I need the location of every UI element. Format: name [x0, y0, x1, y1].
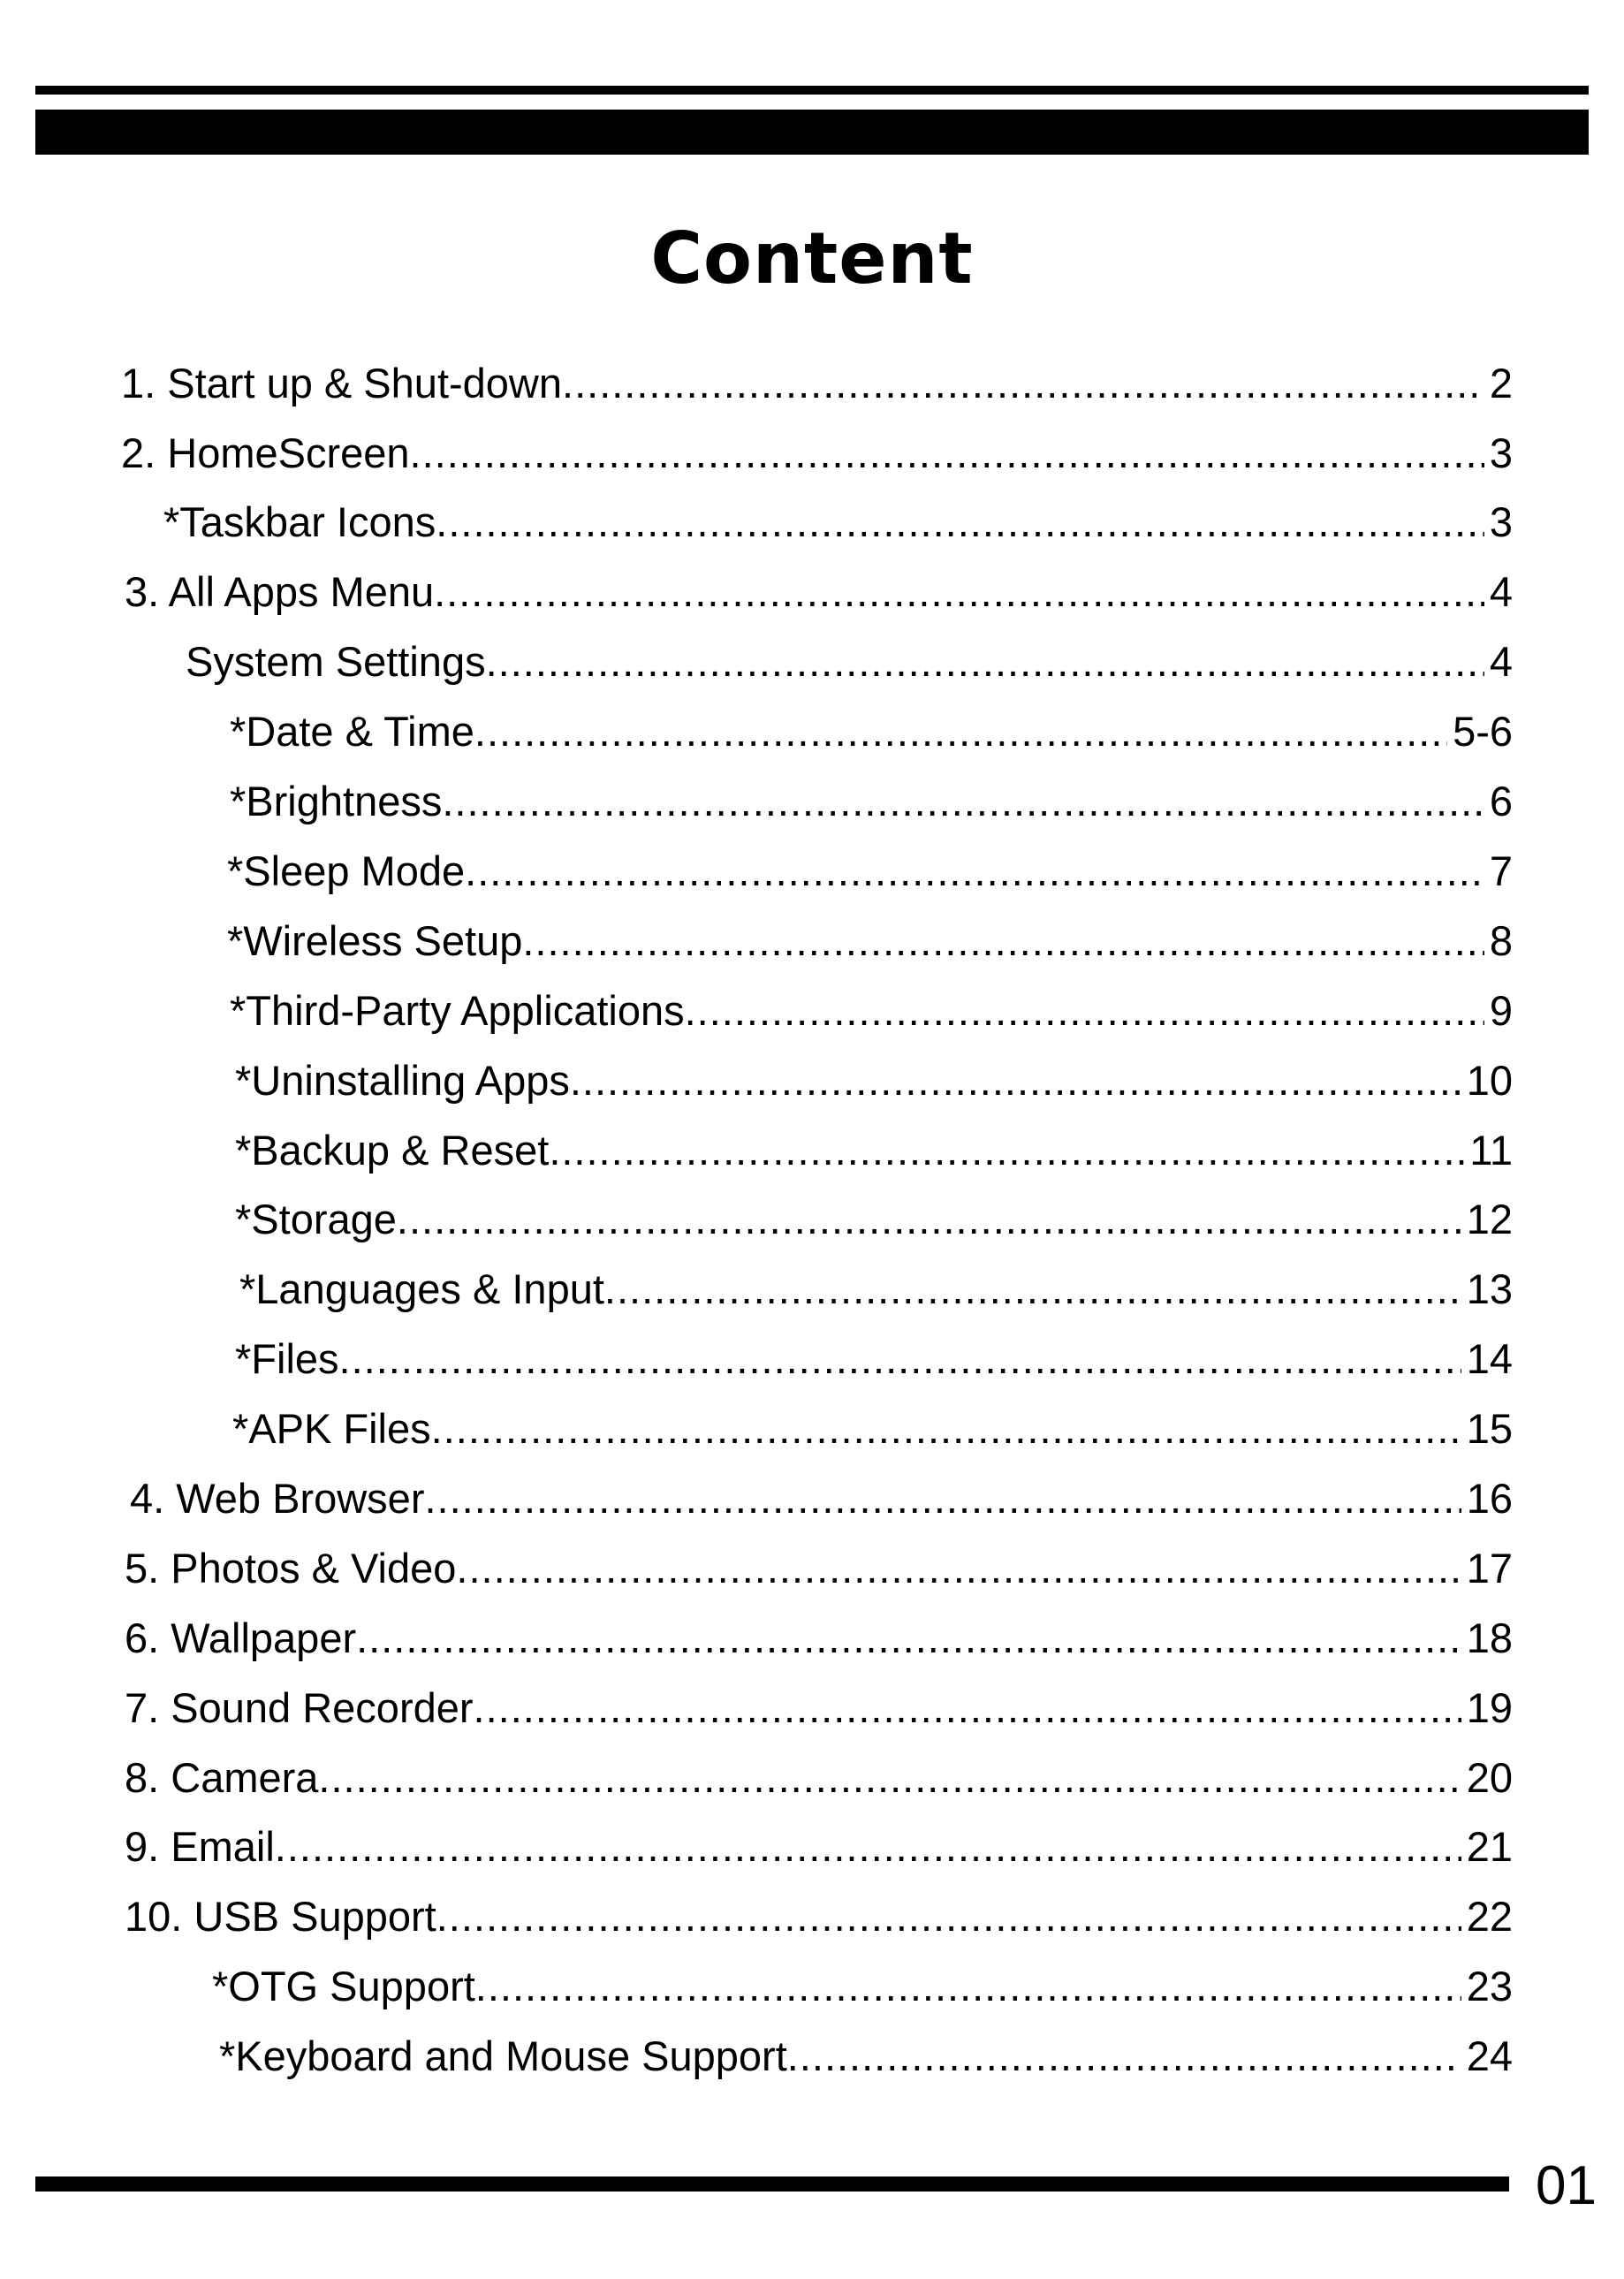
toc-entry-label: *Uninstalling Apps — [235, 1057, 570, 1104]
toc-entry[interactable] — [125, 1890, 1513, 1943]
toc-entry-label: 6. Wallpaper — [125, 1614, 357, 1661]
page-title: Content — [650, 217, 974, 300]
toc-entry[interactable] — [235, 1333, 1513, 1386]
toc-dot-leader — [356, 1612, 1461, 1665]
toc-entry[interactable] — [235, 1193, 1513, 1246]
toc-entry[interactable] — [235, 1054, 1513, 1107]
toc-dot-leader — [549, 1124, 1464, 1177]
toc-entry-page: 11 — [1469, 1127, 1513, 1174]
toc-entry-page: 14 — [1466, 1335, 1513, 1382]
toc-entry-page: 17 — [1466, 1545, 1513, 1592]
toc-entry[interactable] — [239, 1263, 1513, 1316]
toc-entry[interactable] — [125, 1612, 1513, 1665]
toc-dot-leader — [436, 496, 1484, 549]
toc-entry-label: 5. Photos & Video — [125, 1545, 457, 1592]
toc-entry-page: 12 — [1466, 1196, 1513, 1242]
toc-entry-page: 6 — [1489, 778, 1513, 824]
toc-entry[interactable] — [125, 1682, 1513, 1735]
toc-entry[interactable] — [125, 566, 1513, 619]
toc-dot-leader — [397, 1193, 1461, 1246]
toc-dot-leader — [431, 1402, 1461, 1455]
toc-dot-leader — [436, 1890, 1461, 1943]
toc-entry[interactable] — [232, 1402, 1513, 1455]
toc-entry-page: 15 — [1466, 1405, 1513, 1452]
toc-entry[interactable] — [227, 845, 1513, 898]
toc-entry-page: 23 — [1466, 1963, 1513, 2009]
toc-entry-label: *Files — [235, 1335, 339, 1382]
toc-entry-label: *OTG Support — [212, 1963, 475, 2009]
toc-dot-leader — [570, 1054, 1461, 1107]
toc-entry-page: 20 — [1466, 1754, 1513, 1801]
toc-entry-page: 16 — [1466, 1475, 1513, 1522]
page-number: 01 — [1536, 2155, 1597, 2216]
toc-entry[interactable] — [121, 357, 1513, 410]
toc-entry[interactable] — [125, 1542, 1513, 1595]
toc-entry-label: *Sleep Mode — [227, 847, 466, 894]
toc-entry-label: *Date & Time — [230, 708, 474, 755]
toc-dot-leader — [486, 635, 1484, 688]
toc-entry-page: 18 — [1466, 1614, 1513, 1661]
toc-entry-label: *Wireless Setup — [227, 917, 523, 964]
toc-entry[interactable] — [219, 2030, 1513, 2083]
toc-entry[interactable] — [163, 496, 1513, 549]
toc-entry-page: 9 — [1489, 987, 1513, 1034]
toc-entry-page: 22 — [1466, 1893, 1513, 1940]
toc-entry-label: *APK Files — [232, 1405, 431, 1452]
toc-entry-page: 8 — [1489, 917, 1513, 964]
toc-entry-label: 3. All Apps Menu — [125, 568, 435, 615]
toc-entry[interactable] — [125, 1820, 1513, 1873]
toc-entry-page: 4 — [1489, 568, 1513, 615]
toc-dot-leader — [434, 566, 1484, 619]
toc-entry-page: 13 — [1466, 1265, 1513, 1312]
toc-entry-label: System Settings — [186, 638, 486, 685]
toc-dot-leader — [787, 2030, 1461, 2083]
toc-entry-label: 7. Sound Recorder — [125, 1684, 474, 1731]
toc-entry[interactable] — [186, 635, 1513, 688]
toc-entry-label: 9. Email — [125, 1823, 275, 1870]
toc-dot-leader — [410, 427, 1484, 480]
toc-entry-page: 3 — [1489, 429, 1513, 476]
footer-rule — [35, 2176, 1509, 2192]
toc-dot-leader — [275, 1820, 1461, 1873]
toc-dot-leader — [685, 984, 1484, 1037]
toc-entry-page: 19 — [1466, 1684, 1513, 1731]
toc-entry[interactable] — [130, 1472, 1513, 1525]
toc-dot-leader — [522, 915, 1484, 968]
toc-entry-label: *Brightness — [230, 778, 443, 824]
toc-entry[interactable] — [235, 1124, 1513, 1177]
toc-entry-label: 4. Web Browser — [130, 1475, 425, 1522]
toc-dot-leader — [339, 1333, 1461, 1386]
toc-entry-page: 4 — [1489, 638, 1513, 685]
toc-dot-leader — [442, 775, 1484, 828]
toc-entry[interactable] — [121, 427, 1513, 480]
toc-entry-label: *Storage — [235, 1196, 397, 1242]
toc-entry[interactable] — [230, 775, 1513, 828]
toc-entry-label: *Keyboard and Mouse Support — [219, 2032, 787, 2079]
toc-entry[interactable] — [230, 984, 1513, 1037]
toc-entry[interactable] — [230, 705, 1513, 758]
toc-entry-label: 2. HomeScreen — [121, 429, 410, 476]
toc-entry-label: 10. USB Support — [125, 1893, 436, 1940]
toc-entry-page: 2 — [1489, 360, 1513, 406]
toc-entry-page: 21 — [1466, 1823, 1513, 1870]
toc-entry-page: 3 — [1489, 498, 1513, 545]
toc-entry-label: *Languages & Input — [239, 1265, 604, 1312]
toc-dot-leader — [474, 705, 1447, 758]
toc-dot-leader — [465, 845, 1484, 898]
toc-dot-leader — [456, 1542, 1461, 1595]
toc-dot-leader — [475, 1960, 1461, 2013]
toc-entry-label: 1. Start up & Shut-down — [121, 360, 563, 406]
toc-dot-leader — [604, 1263, 1461, 1316]
toc-dot-leader — [424, 1472, 1461, 1525]
toc-entry[interactable] — [227, 915, 1513, 968]
toc-entry-label: *Backup & Reset — [235, 1127, 550, 1174]
toc-entry[interactable] — [125, 1751, 1513, 1804]
toc-entry[interactable] — [212, 1960, 1513, 2013]
toc-entry-label: *Third-Party Applications — [230, 987, 685, 1034]
toc-entry-page: 7 — [1489, 847, 1513, 894]
toc-dot-leader — [562, 357, 1484, 410]
toc-dot-leader — [474, 1682, 1461, 1735]
toc-entry-label: *Taskbar Icons — [163, 498, 436, 545]
toc-dot-leader — [318, 1751, 1461, 1804]
toc-entry-page: 5-6 — [1453, 708, 1513, 755]
toc-entry-page: 10 — [1466, 1057, 1513, 1104]
toc-entry-page: 24 — [1466, 2032, 1513, 2079]
toc-entry-label: 8. Camera — [125, 1754, 319, 1801]
